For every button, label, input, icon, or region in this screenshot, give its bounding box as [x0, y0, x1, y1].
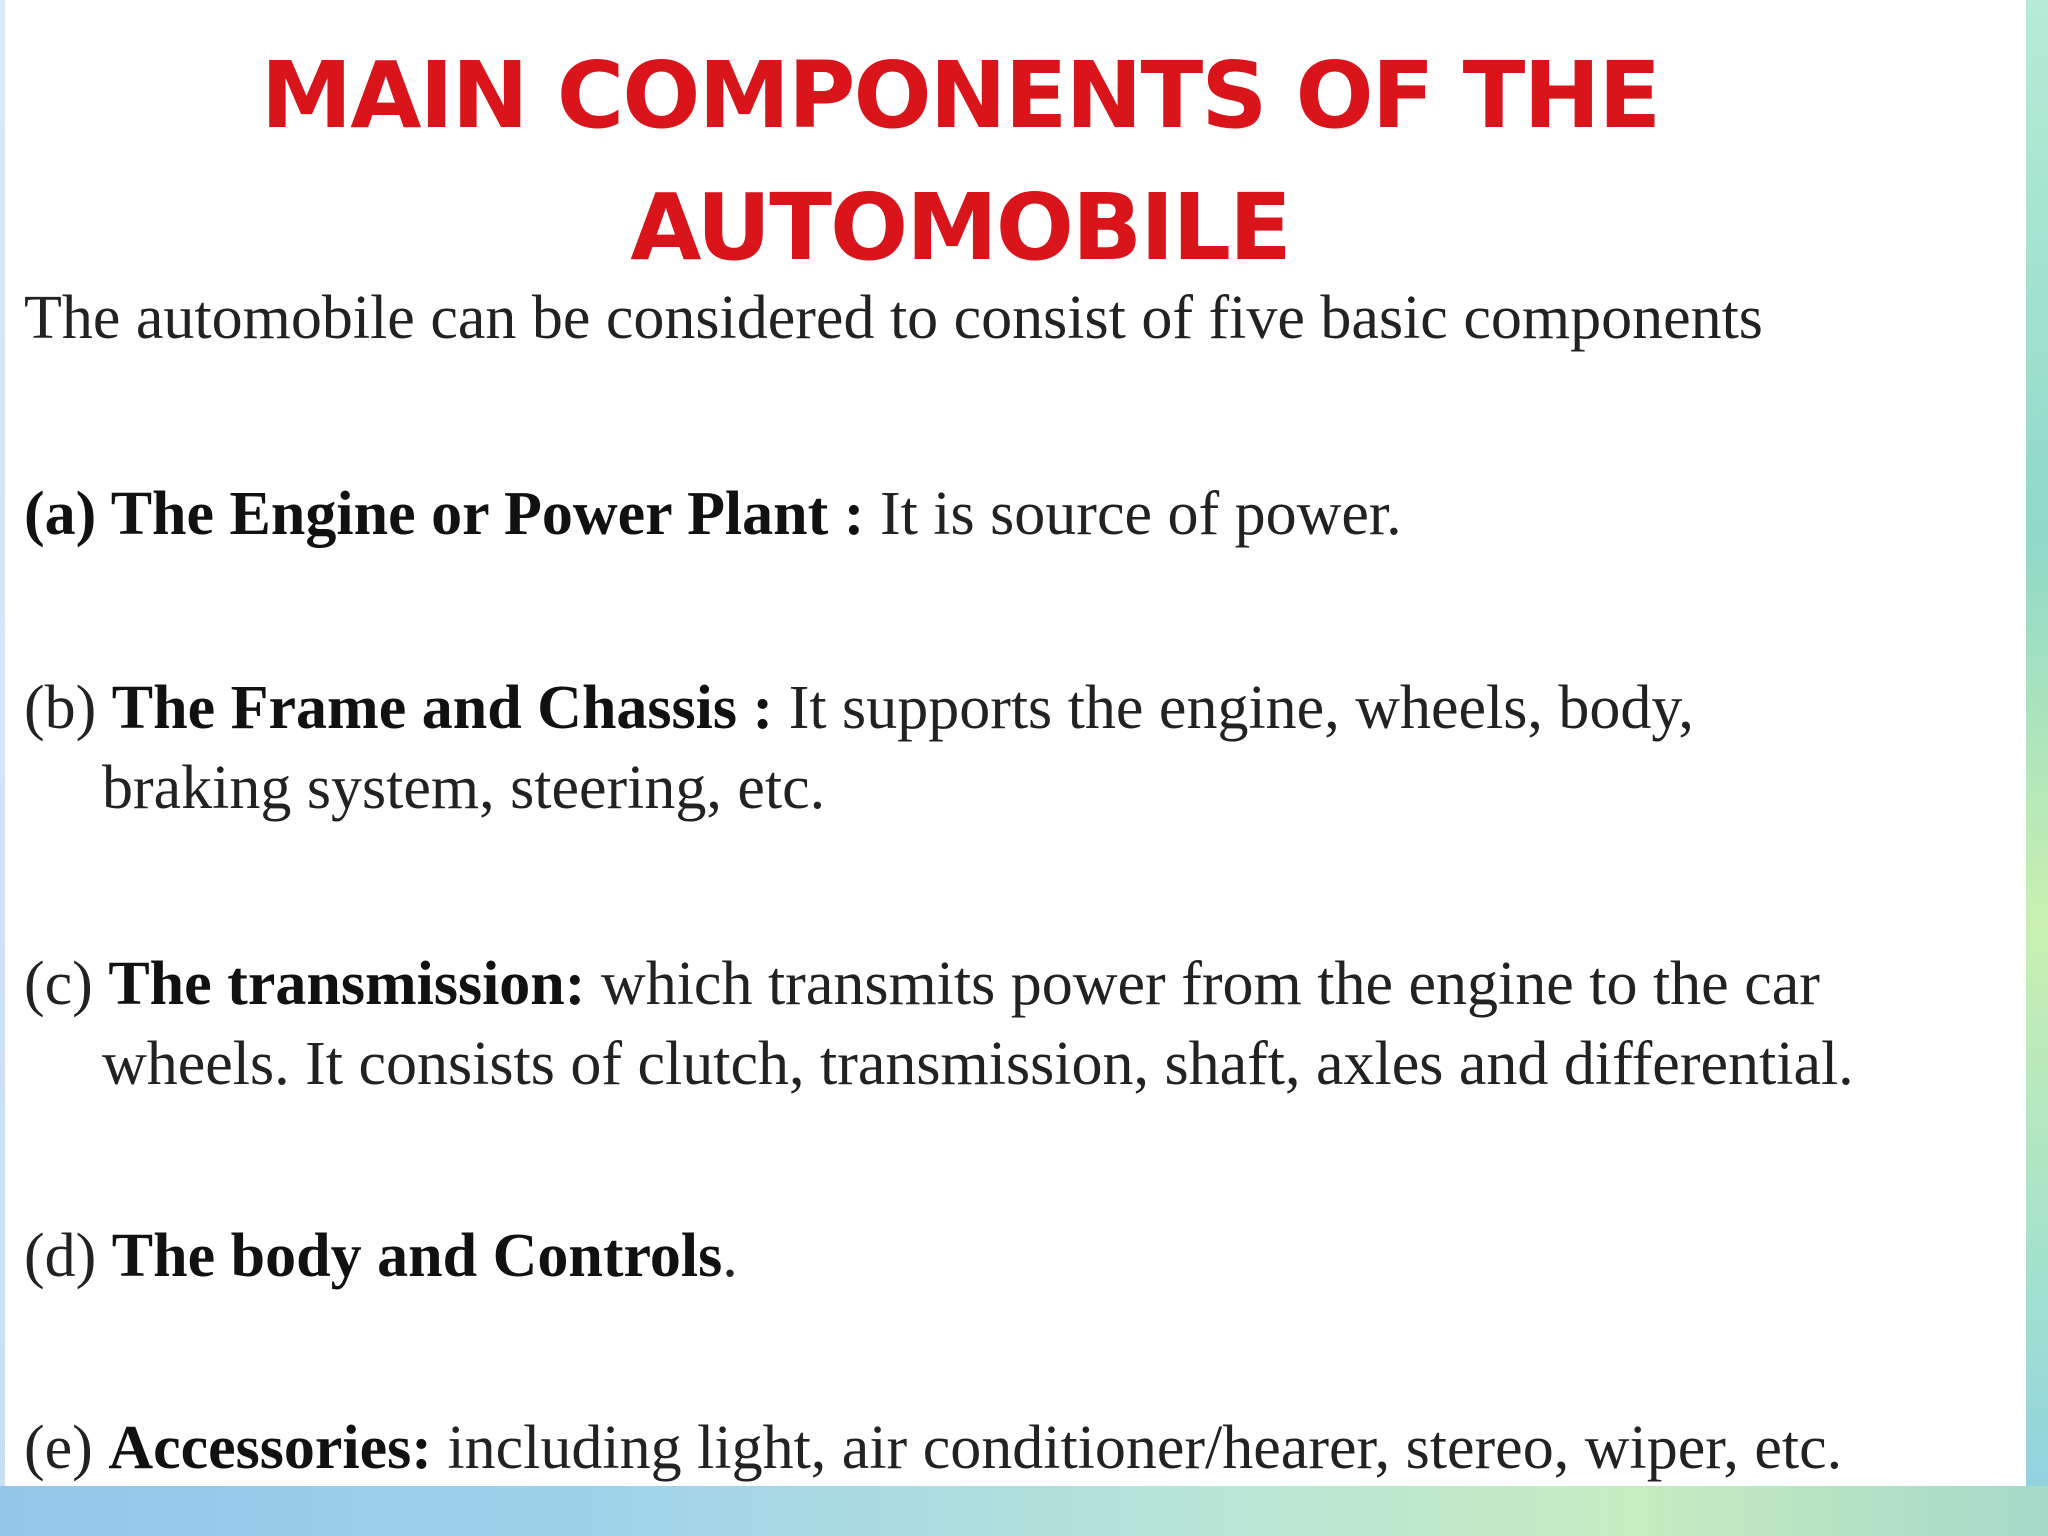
component-item-accessories [24, 1408, 2014, 1488]
item-marker: (a) [24, 480, 111, 548]
intro-paragraph: The automobile can be considered to consist of five basic components [24, 284, 1763, 352]
item-description: It supports the engine, wheels, body, [773, 674, 1694, 742]
item-description: including light, air conditioner/hearer, stereo, wiper, etc. [431, 1414, 1843, 1482]
component-item-transmission [24, 944, 2014, 1104]
component-item-body-controls [24, 1216, 2014, 1296]
item-term: The Engine or Power Plant : [110, 480, 865, 548]
item-description-continued: braking system, steering, etc. [102, 754, 826, 822]
item-marker: (e) [24, 1414, 109, 1482]
item-term: The body and Controls [111, 1222, 723, 1290]
item-description: which transmits power from the engine to the car [585, 950, 1820, 1018]
component-item-frame-chassis [24, 668, 2014, 828]
item-description-continued: wheels. It consists of clutch, transmission, shaft, axles and differential. [102, 1030, 1854, 1098]
item-term: Accessories: [108, 1414, 432, 1482]
title-line-2: AUTOMOBILE [630, 174, 1290, 281]
item-marker: (c) [24, 950, 109, 1018]
item-term: The transmission: [108, 950, 586, 1018]
right-decorative-band [2026, 0, 2048, 1536]
component-item-engine [24, 474, 2014, 554]
item-term: The Frame and Chassis : [111, 674, 774, 742]
item-marker: (b) [24, 674, 112, 742]
item-marker: (d) [24, 1222, 112, 1290]
bottom-decorative-band [0, 1486, 2048, 1536]
title-line-1: MAIN COMPONENTS OF THE [260, 42, 1660, 149]
item-description: . [722, 1222, 738, 1290]
item-description: It is source of power. [864, 480, 1402, 548]
slide-title [0, 30, 1920, 294]
